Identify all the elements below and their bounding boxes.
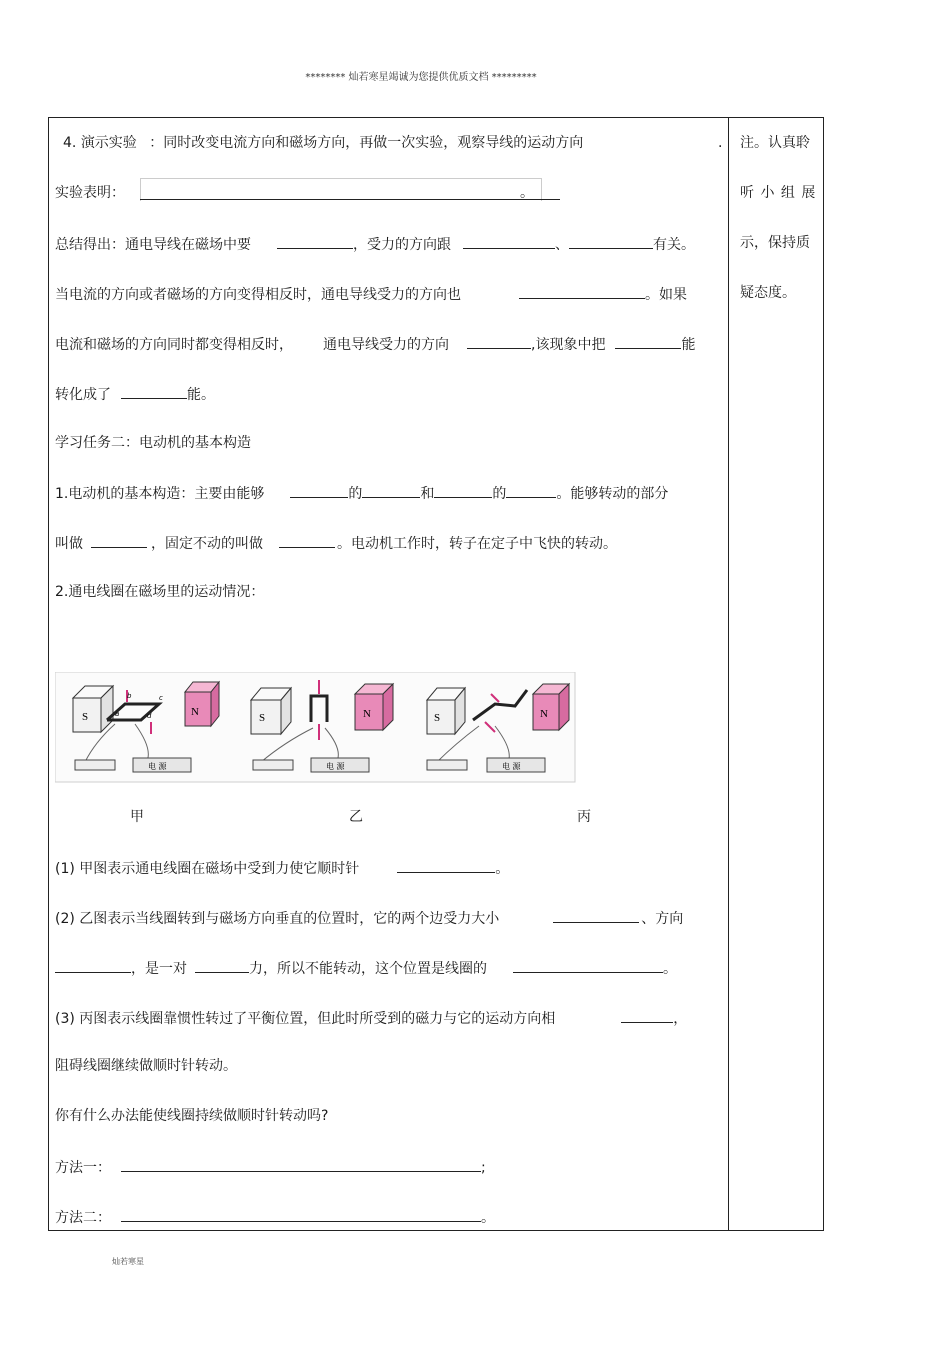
coil-section-title: 2.通电线圈在磁场里的运动情况： xyxy=(55,584,265,600)
side-note-line: 注。认真聆 xyxy=(740,135,810,151)
coil-letter: c xyxy=(159,694,163,702)
method-one-blank[interactable] xyxy=(121,1157,481,1172)
question-3: (3) 丙图表示线圈靠惯性转过了平衡位置，但此时所受到的磁力与它的运动方向相 ， xyxy=(55,1008,687,1028)
blank[interactable] xyxy=(121,384,187,399)
blank[interactable] xyxy=(621,1008,673,1023)
coil-letter: b xyxy=(127,692,132,700)
change-line-3: 转化成了 能。 xyxy=(55,384,215,404)
side-note-line: 示，保持质 xyxy=(740,235,810,251)
method-two: 方法二： 。 xyxy=(55,1207,495,1227)
magnet-s-label: S xyxy=(434,712,441,724)
blank[interactable] xyxy=(195,958,249,973)
blank[interactable] xyxy=(91,533,147,548)
blank[interactable] xyxy=(55,958,131,973)
change-line-2: 电流和磁场的方向同时都变得相反时， 通电导线受力的方向 ,该现象中把 能 xyxy=(55,334,695,354)
blank[interactable] xyxy=(279,533,335,548)
magnet-s xyxy=(251,700,281,734)
blank[interactable] xyxy=(467,334,531,349)
summary-line: 总结得出：通电导线在磁场中要 ，受力的方向跟 、 有关。 xyxy=(55,234,695,254)
blank[interactable] xyxy=(362,483,420,498)
page-header: ******** 灿若寒星竭诚为您提供优质文档 ********* xyxy=(305,72,537,83)
blank[interactable] xyxy=(463,234,555,249)
magnet-s-label: S xyxy=(82,711,89,723)
method-question: 你有什么办法能使线圈持续做顺时针转动吗? xyxy=(55,1108,329,1124)
caption-jia: 甲 xyxy=(130,809,144,825)
magnet-n-label: N xyxy=(191,706,199,718)
blank[interactable] xyxy=(397,858,495,873)
question-2: (2) 乙图表示当线圈转到与磁场方向垂直的位置时，它的两个边受力大小 、方向 xyxy=(55,908,683,928)
change-line-1: 当电流的方向或者磁场的方向变得相反时，通电导线受力的方向也 。如果 xyxy=(55,284,687,304)
page-footer: 灿若寒星 xyxy=(112,1257,144,1266)
structure-line-1: 1.电动机的基本构造：主要由能够 的 和 的 。能够转动的部分 xyxy=(55,483,668,503)
blank[interactable] xyxy=(513,958,663,973)
demo-dot: . xyxy=(718,135,723,151)
demo-line: 4. 演示实验 ：同时改变电流方向和磁场方向，再做一次实验，观察导线的运动方向 xyxy=(63,135,584,151)
question-3-cont: 阻碍线圈继续做顺时针转动。 xyxy=(55,1058,237,1074)
structure-line-2: 叫做 ，固定不动的叫做 。电动机工作时，转子在定子中飞快的转动。 xyxy=(55,533,617,553)
blank[interactable] xyxy=(519,284,645,299)
blank[interactable] xyxy=(615,334,681,349)
result-line: 实验表明： xyxy=(55,185,125,201)
supply-label: 电 源 xyxy=(502,762,521,771)
result-box xyxy=(140,178,542,201)
question-2-cont: ，是一对 力，所以不能转动，这个位置是线圈的 。 xyxy=(55,958,677,978)
magnet-s-label: S xyxy=(259,712,266,724)
coil-figure xyxy=(55,672,577,784)
result-blank[interactable] xyxy=(140,199,560,200)
blank[interactable] xyxy=(569,234,653,249)
column-divider xyxy=(728,117,729,1231)
method-one: 方法一： ; xyxy=(55,1157,486,1177)
question-1: (1) 甲图表示通电线圈在磁场中受到力使它顺时针 。 xyxy=(55,858,509,878)
caption-yi: 乙 xyxy=(349,809,363,825)
blank[interactable] xyxy=(277,234,353,249)
caption-bing: 丙 xyxy=(577,809,591,825)
side-note-line: 听 小 组 展 xyxy=(740,185,817,201)
side-note-line: 疑态度。 xyxy=(740,285,796,301)
task-two-heading: 学习任务二：电动机的基本构造 xyxy=(55,435,251,451)
magnet-n-label: N xyxy=(363,708,371,720)
magnet-n-label: N xyxy=(540,708,548,720)
method-two-blank[interactable] xyxy=(121,1207,481,1222)
supply-label: 电 源 xyxy=(148,762,167,771)
blank[interactable] xyxy=(506,483,556,498)
blank[interactable] xyxy=(553,908,639,923)
coil-letter: a xyxy=(115,710,120,718)
supply-label: 电 源 xyxy=(326,762,345,771)
blank[interactable] xyxy=(434,483,492,498)
magnet-s xyxy=(427,700,455,734)
result-end: 。 xyxy=(520,185,534,201)
blank[interactable] xyxy=(290,483,348,498)
coil-letter: d xyxy=(147,712,152,720)
